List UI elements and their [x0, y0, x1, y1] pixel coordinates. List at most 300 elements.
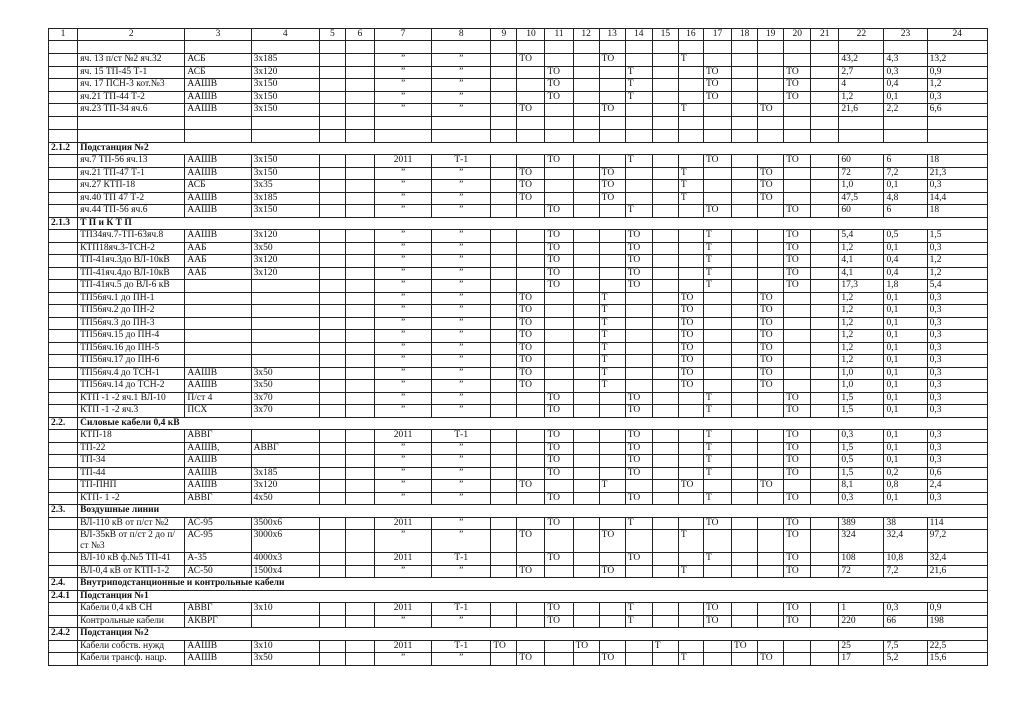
- table-cell: ”: [432, 255, 491, 268]
- table-cell: ”: [374, 355, 431, 368]
- table-cell: ТО: [517, 480, 545, 493]
- table-cell: [432, 41, 491, 54]
- table-cell: [732, 355, 758, 368]
- table-cell: [545, 41, 573, 54]
- table-cell: [811, 565, 839, 578]
- table-cell: ААШВ: [185, 230, 251, 243]
- table-cell: ”: [374, 54, 431, 67]
- table-cell: [678, 155, 703, 168]
- table-cell: [652, 91, 678, 104]
- table-cell: [517, 430, 545, 443]
- table-cell: [251, 116, 319, 129]
- table-cell: [319, 517, 345, 530]
- table-cell: [491, 565, 517, 578]
- table-cell: [652, 192, 678, 205]
- table-cell: [517, 553, 545, 566]
- table-cell: 1,2: [839, 355, 884, 368]
- table-cell: [678, 455, 703, 468]
- table-cell: [49, 553, 78, 566]
- table-cell: [732, 480, 758, 493]
- table-cell: [345, 180, 374, 193]
- table-cell: [732, 603, 758, 616]
- table-cell: ТО: [517, 167, 545, 180]
- section-number: 2.2.: [49, 417, 78, 430]
- table-cell: [345, 292, 374, 305]
- table-cell: [703, 305, 731, 318]
- table-cell: 0,3: [927, 442, 987, 455]
- table-cell: ТП56яч.14 до ТСН-2: [78, 380, 185, 393]
- table-cell: [625, 565, 652, 578]
- table-cell: [732, 242, 758, 255]
- table-cell: 38: [884, 517, 927, 530]
- table-cell: [251, 342, 319, 355]
- table-cell: ТО: [703, 517, 731, 530]
- table-cell: 0,6: [927, 467, 987, 480]
- table-cell: ТО: [517, 104, 545, 117]
- table-cell: яч. 17 ПСН-3 кот.№3: [78, 79, 185, 92]
- table-cell: ”: [432, 530, 491, 553]
- section-number: 2.4.2: [49, 628, 78, 641]
- table-row: [49, 342, 988, 355]
- table-cell: [319, 603, 345, 616]
- table-cell: [185, 355, 251, 368]
- table-cell: [652, 292, 678, 305]
- table-cell: [884, 41, 927, 54]
- table-cell: [491, 192, 517, 205]
- table-cell: [345, 467, 374, 480]
- table-cell: [491, 430, 517, 443]
- table-cell: [319, 467, 345, 480]
- table-cell: [758, 392, 784, 405]
- table-cell: ”: [432, 467, 491, 480]
- table-cell: [517, 492, 545, 505]
- table-cell: [319, 167, 345, 180]
- table-cell: [625, 342, 652, 355]
- table-cell: ТО: [758, 330, 784, 343]
- table-cell: 0,3: [927, 455, 987, 468]
- table-cell: ТО: [517, 530, 545, 553]
- table-cell: ТО: [599, 54, 625, 67]
- table-cell: [319, 330, 345, 343]
- table-cell: ТП-41яч.3до ВЛ-10кВ: [78, 255, 185, 268]
- table-cell: 0,3: [927, 392, 987, 405]
- table-row: [49, 280, 988, 293]
- table-cell: [573, 615, 599, 628]
- table-cell: 220: [839, 615, 884, 628]
- table-cell: [811, 54, 839, 67]
- table-cell: Т: [625, 205, 652, 218]
- table-cell: ТО: [545, 79, 573, 92]
- table-cell: [545, 192, 573, 205]
- table-cell: [732, 205, 758, 218]
- table-cell: [599, 615, 625, 628]
- table-cell: [811, 305, 839, 318]
- table-cell: 2,4: [927, 480, 987, 493]
- table-cell: [319, 91, 345, 104]
- table-cell: 5,4: [927, 280, 987, 293]
- table-cell: Т-1: [432, 603, 491, 616]
- section-title: Внутриподстанционные и контрольные кабели: [78, 578, 988, 591]
- table-cell: ТО: [758, 653, 784, 666]
- table-cell: 7,2: [884, 167, 927, 180]
- table-cell: [49, 405, 78, 418]
- column-number-cell: 5: [319, 29, 345, 41]
- table-cell: [703, 653, 731, 666]
- table-cell: яч.23 ТП-34 яч.6: [78, 104, 185, 117]
- column-number-row: [49, 29, 988, 41]
- table-cell: [49, 129, 78, 142]
- table-cell: Контрольные кабели: [78, 615, 185, 628]
- table-cell: [758, 430, 784, 443]
- table-cell: [811, 480, 839, 493]
- table-cell: [491, 553, 517, 566]
- table-cell: [652, 480, 678, 493]
- section-number: 2.1.2: [49, 142, 78, 155]
- table-cell: [545, 104, 573, 117]
- table-cell: [678, 442, 703, 455]
- table-cell: [758, 615, 784, 628]
- table-cell: 1: [839, 603, 884, 616]
- table-cell: [319, 205, 345, 218]
- table-cell: ТО: [784, 442, 811, 455]
- table-cell: [573, 455, 599, 468]
- table-cell: ТО: [784, 155, 811, 168]
- table-cell: [732, 492, 758, 505]
- table-cell: 43,2: [839, 54, 884, 67]
- table-cell: [599, 517, 625, 530]
- table-cell: ТО: [758, 167, 784, 180]
- table-cell: ”: [374, 615, 431, 628]
- table-cell: [345, 167, 374, 180]
- section-title: Т П и К Т П: [78, 217, 988, 230]
- table-cell: [49, 255, 78, 268]
- table-cell: [49, 41, 78, 54]
- table-cell: [345, 305, 374, 318]
- table-cell: 0,1: [884, 305, 927, 318]
- table-cell: [573, 292, 599, 305]
- table-cell: [758, 267, 784, 280]
- table-cell: 1,5: [839, 405, 884, 418]
- table-row: [49, 66, 988, 79]
- table-cell: 0,3: [839, 430, 884, 443]
- table-cell: [732, 280, 758, 293]
- table-cell: ТП56яч.17 до ПН-6: [78, 355, 185, 368]
- table-cell: 72: [839, 565, 884, 578]
- table-cell: ”: [374, 79, 431, 92]
- table-cell: [703, 480, 731, 493]
- table-cell: Т: [678, 565, 703, 578]
- table-cell: [652, 155, 678, 168]
- table-cell: ТО: [703, 155, 731, 168]
- table-cell: 3х50: [251, 653, 319, 666]
- table-cell: ”: [432, 317, 491, 330]
- table-cell: ”: [374, 167, 431, 180]
- table-row: [49, 79, 988, 92]
- table-cell: [599, 392, 625, 405]
- table-cell: ТП-34: [78, 455, 185, 468]
- table-cell: Т: [599, 330, 625, 343]
- table-cell: [517, 455, 545, 468]
- table-cell: 0,1: [884, 392, 927, 405]
- table-cell: [732, 342, 758, 355]
- table-cell: ТО: [625, 242, 652, 255]
- table-row: [49, 530, 988, 553]
- table-cell: [678, 553, 703, 566]
- table-cell: [319, 79, 345, 92]
- table-cell: [703, 292, 731, 305]
- table-cell: [811, 66, 839, 79]
- table-cell: 7,2: [884, 565, 927, 578]
- table-cell: [758, 54, 784, 67]
- table-cell: [319, 292, 345, 305]
- table-cell: [319, 480, 345, 493]
- table-cell: [491, 205, 517, 218]
- table-cell: ”: [432, 267, 491, 280]
- table-cell: [345, 342, 374, 355]
- table-cell: ТО: [545, 267, 573, 280]
- table-cell: 3х120: [251, 230, 319, 243]
- table-cell: [573, 255, 599, 268]
- table-cell: [784, 317, 811, 330]
- table-cell: ТО: [678, 317, 703, 330]
- table-cell: [573, 603, 599, 616]
- table-cell: [491, 517, 517, 530]
- table-cell: 0,1: [884, 180, 927, 193]
- table-cell: [732, 442, 758, 455]
- table-cell: [319, 615, 345, 628]
- table-cell: [811, 392, 839, 405]
- table-cell: ТО: [784, 280, 811, 293]
- table-cell: Т: [703, 230, 731, 243]
- table-cell: 114: [927, 517, 987, 530]
- table-cell: ”: [374, 292, 431, 305]
- table-cell: [545, 180, 573, 193]
- table-cell: [703, 330, 731, 343]
- table-cell: [573, 192, 599, 205]
- table-cell: [784, 54, 811, 67]
- table-row: [49, 380, 988, 393]
- table-cell: 5,4: [839, 230, 884, 243]
- table-cell: ТО: [784, 615, 811, 628]
- table-cell: [652, 305, 678, 318]
- table-cell: [599, 267, 625, 280]
- table-cell: [573, 205, 599, 218]
- table-cell: 6,6: [927, 104, 987, 117]
- table-cell: [811, 230, 839, 243]
- table-cell: [703, 180, 731, 193]
- table-cell: ТО: [517, 317, 545, 330]
- table-cell: АКВРГ: [185, 615, 251, 628]
- table-cell: [573, 342, 599, 355]
- table-cell: [811, 405, 839, 418]
- table-cell: [758, 129, 784, 142]
- table-cell: 3х70: [251, 405, 319, 418]
- table-cell: [49, 192, 78, 205]
- table-cell: [758, 205, 784, 218]
- table-cell: ТО: [784, 66, 811, 79]
- table-cell: ТО: [703, 603, 731, 616]
- table-cell: [49, 530, 78, 553]
- table-cell: ВЛ-0,4 кВ от КТП-1-2: [78, 565, 185, 578]
- table-cell: [185, 116, 251, 129]
- table-cell: [573, 405, 599, 418]
- table-cell: яч.7 ТП-56 яч.13: [78, 155, 185, 168]
- table-cell: ТО: [517, 355, 545, 368]
- table-cell: [49, 565, 78, 578]
- table-cell: [432, 116, 491, 129]
- table-cell: 3х185: [251, 54, 319, 67]
- table-cell: 5,2: [884, 653, 927, 666]
- table-cell: 3х35: [251, 180, 319, 193]
- table-cell: ТО: [784, 517, 811, 530]
- table-cell: [491, 380, 517, 393]
- table-cell: [758, 492, 784, 505]
- table-cell: [491, 305, 517, 318]
- table-cell: [49, 116, 78, 129]
- table-cell: [251, 41, 319, 54]
- table-cell: ТП56яч.2 до ПН-2: [78, 305, 185, 318]
- table-cell: [652, 530, 678, 553]
- section-title: Силовые кабели 0,4 кВ: [78, 417, 988, 430]
- table-cell: [517, 129, 545, 142]
- table-cell: [49, 317, 78, 330]
- column-number-cell: 23: [884, 29, 927, 41]
- table-cell: Кабели собств. нужд: [78, 640, 185, 653]
- table-cell: [758, 280, 784, 293]
- table-cell: [319, 255, 345, 268]
- table-cell: [491, 41, 517, 54]
- table-cell: 3х185: [251, 192, 319, 205]
- table-cell: [811, 367, 839, 380]
- table-cell: ТО: [758, 305, 784, 318]
- table-row: [49, 392, 988, 405]
- table-cell: ААБ: [185, 242, 251, 255]
- table-cell: ”: [432, 104, 491, 117]
- table-cell: [839, 129, 884, 142]
- table-cell: [758, 530, 784, 553]
- table-cell: [599, 129, 625, 142]
- table-cell: [573, 392, 599, 405]
- table-cell: 0,4: [884, 267, 927, 280]
- table-cell: ”: [432, 405, 491, 418]
- table-cell: ТО: [784, 530, 811, 553]
- table-cell: ВЛ-10 кВ ф.№5 ТП-41: [78, 553, 185, 566]
- table-cell: 0,1: [884, 405, 927, 418]
- table-cell: [678, 129, 703, 142]
- table-cell: ТО: [625, 280, 652, 293]
- table-cell: 0,3: [927, 355, 987, 368]
- table-cell: 0,3: [884, 66, 927, 79]
- section-number: 2.1.3: [49, 217, 78, 230]
- table-row: [49, 442, 988, 455]
- section-number: 2.3.: [49, 505, 78, 518]
- table-cell: [652, 255, 678, 268]
- table-cell: [345, 205, 374, 218]
- table-row: [49, 565, 988, 578]
- table-cell: [652, 66, 678, 79]
- table-cell: [432, 129, 491, 142]
- section-header-row: [49, 417, 988, 430]
- table-cell: ТО: [678, 355, 703, 368]
- table-cell: [884, 116, 927, 129]
- table-cell: ААШВ: [185, 653, 251, 666]
- table-cell: 4х50: [251, 492, 319, 505]
- table-cell: 3х150: [251, 155, 319, 168]
- table-cell: [811, 342, 839, 355]
- table-cell: 0,1: [884, 442, 927, 455]
- table-cell: ”: [374, 342, 431, 355]
- table-cell: [345, 455, 374, 468]
- table-cell: [491, 603, 517, 616]
- table-cell: ”: [432, 392, 491, 405]
- table-cell: [49, 603, 78, 616]
- table-cell: [345, 280, 374, 293]
- column-number-cell: 16: [678, 29, 703, 41]
- table-cell: [573, 442, 599, 455]
- table-cell: [758, 242, 784, 255]
- table-cell: [758, 603, 784, 616]
- table-cell: [345, 330, 374, 343]
- table-cell: ТО: [758, 104, 784, 117]
- table-cell: 1,8: [884, 280, 927, 293]
- table-cell: [784, 104, 811, 117]
- table-cell: ААШВ,: [185, 442, 251, 455]
- table-cell: Т: [652, 640, 678, 653]
- table-cell: Т: [703, 392, 731, 405]
- table-cell: яч. 15 ТП-45 Т-1: [78, 66, 185, 79]
- table-row: [49, 653, 988, 666]
- table-cell: [517, 442, 545, 455]
- table-cell: 2011: [374, 640, 431, 653]
- table-row: [49, 330, 988, 343]
- table-cell: [573, 467, 599, 480]
- table-cell: [491, 405, 517, 418]
- table-cell: [732, 392, 758, 405]
- table-cell: 0,3: [927, 430, 987, 443]
- table-cell: 0,1: [884, 91, 927, 104]
- table-cell: ТП56яч.15 до ПН-4: [78, 330, 185, 343]
- table-cell: [374, 129, 431, 142]
- table-cell: ”: [432, 492, 491, 505]
- table-row: [49, 104, 988, 117]
- table-row: [49, 180, 988, 193]
- table-cell: [652, 603, 678, 616]
- table-cell: ”: [374, 205, 431, 218]
- table-cell: [758, 41, 784, 54]
- table-cell: [625, 317, 652, 330]
- table-cell: 7,5: [884, 640, 927, 653]
- table-cell: [49, 517, 78, 530]
- table-cell: [573, 180, 599, 193]
- table-cell: [251, 292, 319, 305]
- table-cell: [491, 342, 517, 355]
- table-cell: [49, 205, 78, 218]
- table-cell: [811, 180, 839, 193]
- table-cell: ТО: [545, 255, 573, 268]
- table-cell: ТО: [599, 653, 625, 666]
- table-cell: 0,3: [927, 342, 987, 355]
- table-cell: [185, 292, 251, 305]
- table-cell: [345, 640, 374, 653]
- table-cell: [784, 380, 811, 393]
- table-cell: [678, 517, 703, 530]
- table-cell: [652, 342, 678, 355]
- spacer-row: [49, 41, 988, 54]
- section-title: Подстанция №2: [78, 142, 988, 155]
- table-cell: [732, 192, 758, 205]
- table-cell: [625, 640, 652, 653]
- table-cell: ТО: [678, 380, 703, 393]
